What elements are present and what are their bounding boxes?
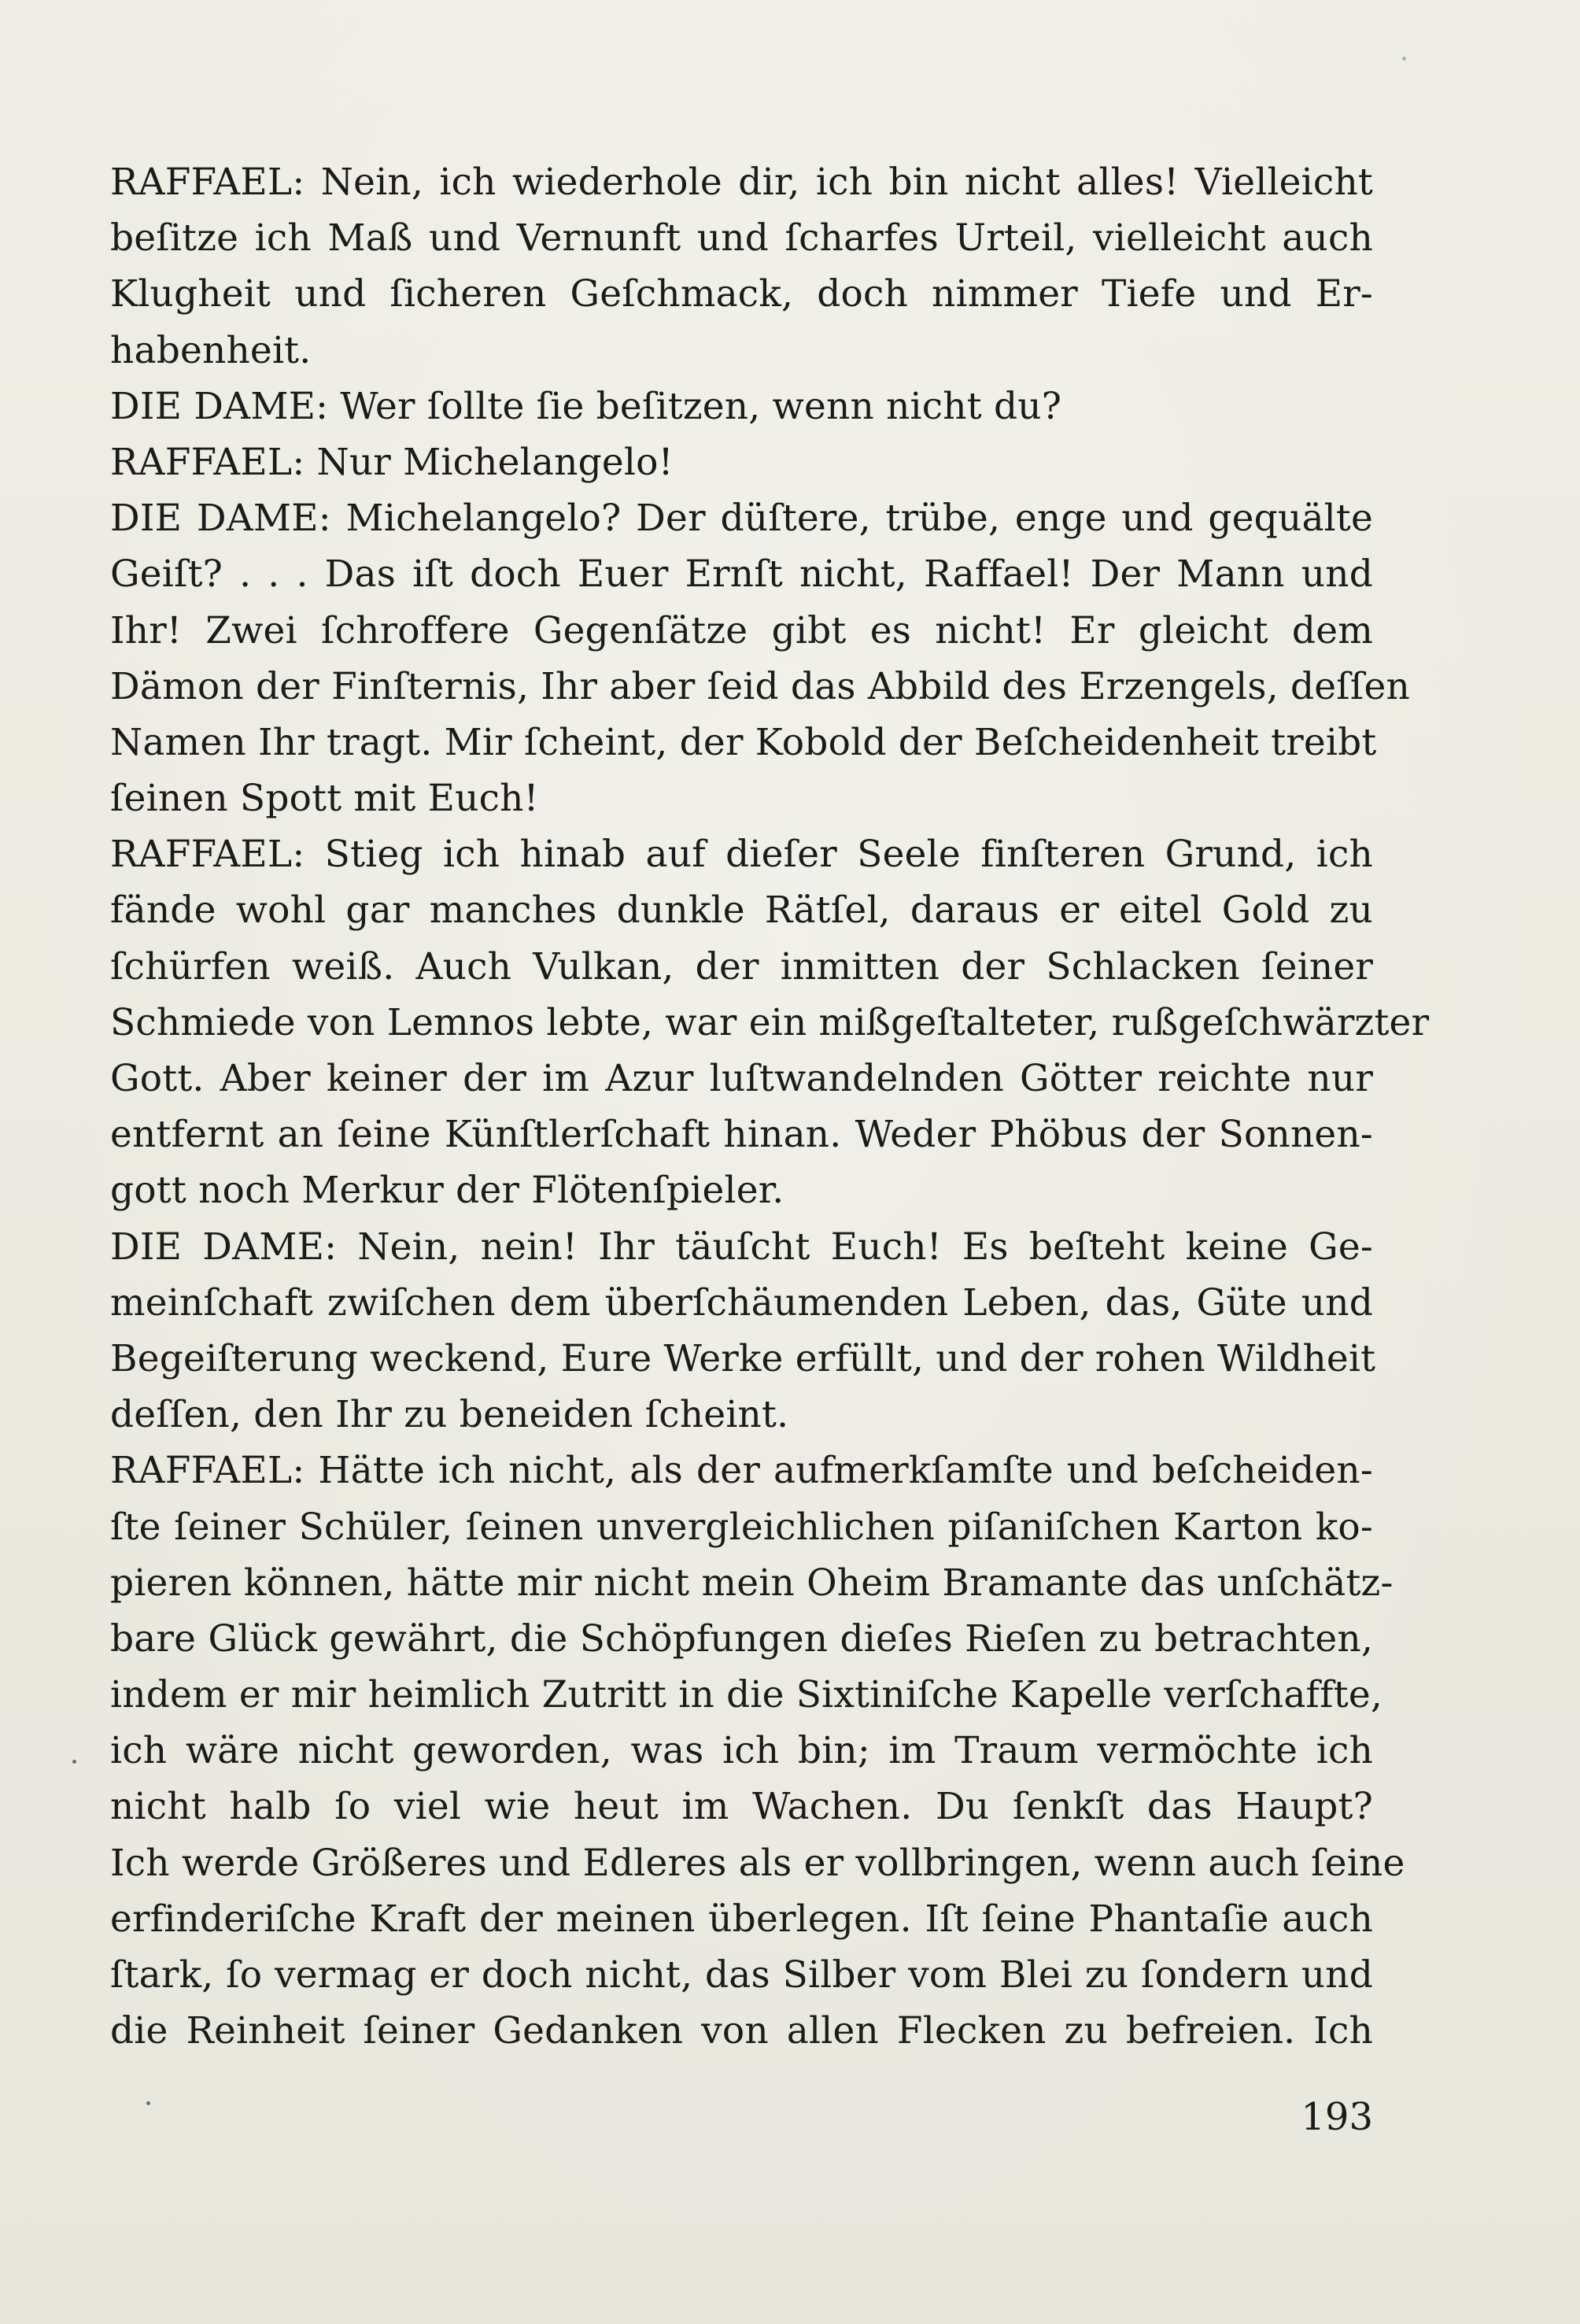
text-line: ſeinen Spott mit Euch!	[110, 777, 539, 821]
text-line: nicht halb ſo viel wie heut im Wachen. Du ſenkſt das Haupt?	[110, 1785, 1373, 1829]
text-line: bare Glück gewährt, die Schöpfungen dieſes Rieſen zu betrachten,	[110, 1616, 1373, 1661]
text-line: RAFFAEL: Nur Michelangelo!	[110, 440, 674, 484]
text-line: erfinderiſche Kraft der meinen überlegen. Iſt ſeine Phantaſie auch	[110, 1897, 1373, 1941]
text-line: fände wohl gar manches dunkle Rätſel, daraus er eitel Gold zu	[110, 889, 1373, 933]
text-line: indem er mir heimlich Zutritt in die Sixtiniſche Kapelle verſchaffte,	[110, 1673, 1382, 1717]
text-line: Schmiede von Lemnos lebte, war ein mißgeſtalteter, rußgeſchwärzter	[110, 1000, 1430, 1044]
text-line: RAFFAEL: Stieg ich hinab auf dieſer Seele finſteren Grund, ich	[110, 833, 1373, 877]
text-line: pieren können, hätte mir nicht mein Oheim Bramante das unſchätz-	[110, 1561, 1394, 1605]
text-line: ich wäre nicht geworden, was ich bin; im Traum vermöchte ich	[110, 1729, 1373, 1773]
text-line: Dämon der Finſternis, Ihr aber ſeid das Abbild des Erzengels, deſſen	[110, 664, 1410, 708]
text-line: ſte ſeiner Schüler, ſeinen unvergleichlichen piſaniſchen Karton ko-	[110, 1505, 1373, 1549]
text-line: beſitze ich Maß und Vernunft und ſcharfes Urteil, vielleicht auch	[110, 216, 1373, 260]
text-line: DIE DAME: Michelangelo? Der düſtere, trübe, enge und gequälte	[110, 497, 1373, 541]
text-line: die Reinheit ſeiner Gedanken von allen Flecken zu befreien. Ich	[110, 2009, 1373, 2053]
text-line: Klugheit und ſicheren Geſchmack, doch nimmer Tiefe und Er-	[110, 272, 1373, 316]
text-line: ſtark, ſo vermag er doch nicht, das Silber vom Blei zu ſondern und	[110, 1953, 1373, 1997]
text-line: RAFFAEL: Nein, ich wiederhole dir, ich bin nicht alles! Vielleicht	[110, 161, 1373, 204]
text-line: Geiſt? . . . Das iſt doch Euer Ernſt nicht, Raffael! Der Mann und	[110, 552, 1373, 597]
text-line: Begeiſterung weckend, Eure Werke erfüllt, und der rohen Wildheit	[110, 1336, 1376, 1380]
text-line: DIE DAME: Wer ſollte ſie beſitzen, wenn nicht du?	[110, 384, 1062, 428]
text-line: Ihr! Zwei ſchroffere Gegenſätze gibt es nicht! Er gleicht dem	[110, 608, 1373, 652]
text-line: Gott. Aber keiner der im Azur luſtwandelnden Götter reichte nur	[110, 1057, 1373, 1100]
text-line: Ich werde Größeres und Edleres als er vollbringen, wenn auch ſeine	[110, 1841, 1405, 1885]
print-speck	[72, 1760, 76, 1764]
text-line: DIE DAME: Nein, nein! Ihr täuſcht Euch! Es beſteht keine Ge-	[110, 1225, 1373, 1269]
text-line: gott noch Merkur der Flötenſpieler.	[110, 1169, 784, 1213]
text-line: RAFFAEL: Hätte ich nicht, als der aufmerkſamſte und beſcheiden-	[110, 1449, 1373, 1493]
text-line: entfernt an ſeine Künſtlerſchaft hinan. Weder Phöbus der Sonnen-	[110, 1113, 1373, 1157]
dialogue-text-block	[110, 154, 1430, 2059]
text-line: ſchürfen weiß. Auch Vulkan, der inmitten der Schlacken ſeiner	[110, 944, 1373, 988]
text-line: Namen Ihr tragt. Mir ſcheint, der Kobold der Beſcheidenheit treibt	[110, 720, 1377, 764]
page-number: 193	[1301, 2095, 1373, 2139]
text-line: habenheit.	[110, 328, 312, 372]
text-line: deſſen, den Ihr zu beneiden ſcheint.	[110, 1393, 789, 1437]
text-line: meinſchaft zwiſchen dem überſchäumenden Leben, das, Güte und	[110, 1280, 1373, 1325]
print-speck	[1402, 57, 1406, 61]
print-speck	[146, 2101, 150, 2105]
